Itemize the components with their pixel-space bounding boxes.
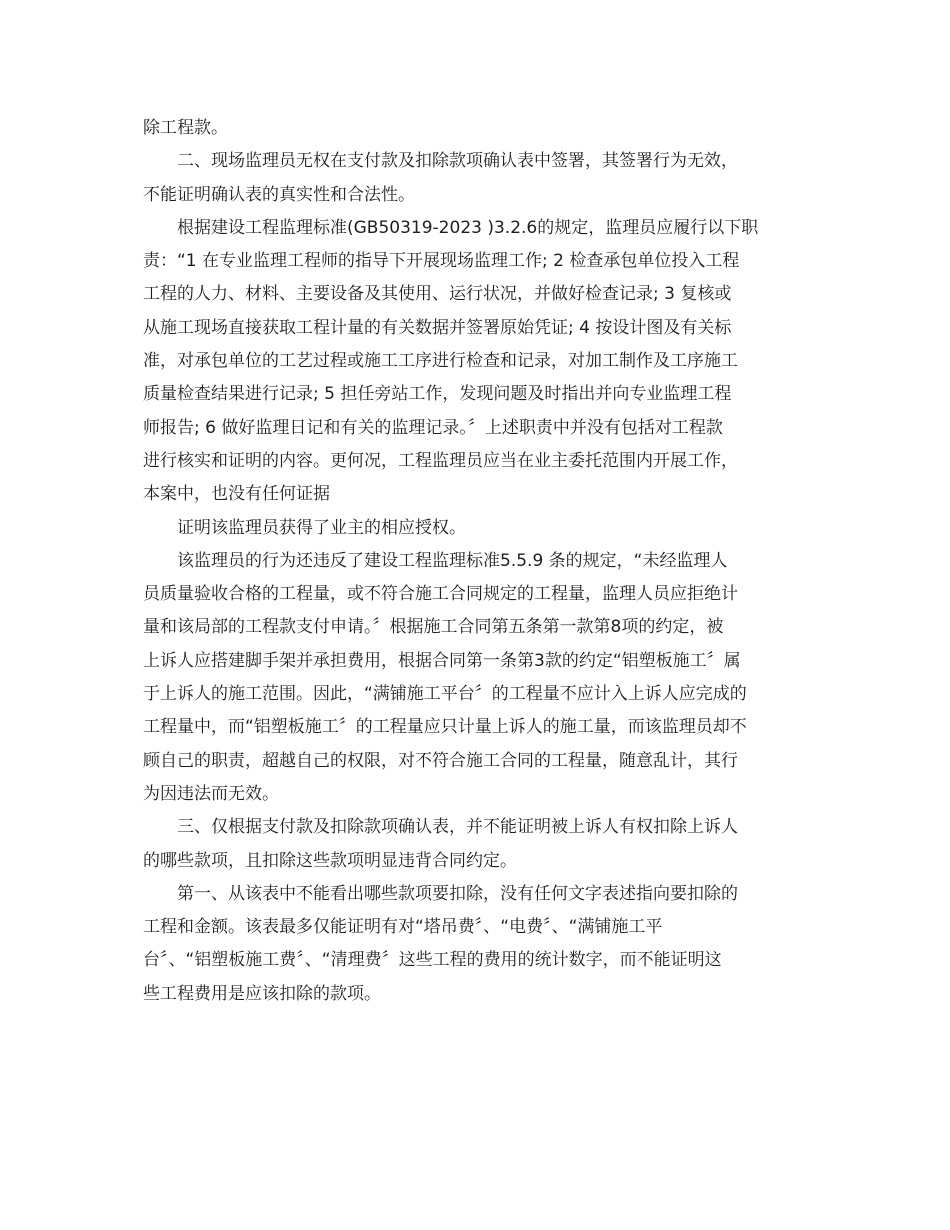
paragraph-authorization [143,512,805,545]
text-line: 二、现场监理员无权在支付款及扣除款项确认表中签署，其签署行为无效， [177,151,738,172]
paragraph-point-three [143,811,805,878]
text-line: 证明该监理员获得了业主的相应授权。 [177,517,466,538]
text-line: 本案中，也没有任何证据 [143,484,330,505]
text-line: 三、仅根据支付款及扣除款项确认表，并不能证明被上诉人有权扣除上诉人 [177,817,738,838]
text-line: 根据建设工程监理标准(GB50319-2023 )3.2.6的规定，监理员应履行以下职 [177,217,759,238]
text-line: 顾自己的职责，超越自己的权限，对不符合施工合同的工程量，随意乱计，其行 [143,750,738,771]
text-line: 台〞、“铝塑板施工费〞、“清理费〞这些工程的费用的统计数字，而不能证明这 [143,950,722,971]
text-line: 上诉人应搭建脚手架并承担费用，根据合同第一条第3款的约定“铝塑板施工〞属 [143,650,741,671]
text-line: 准，对承包单位的工艺过程或施工工序进行检查和记录，对加工制作及工序施工 [143,351,738,372]
text-line: 量和该局部的工程款支付申请。〞根据施工合同第五条第一款第8项的约定，被 [143,617,724,638]
text-line: 工程的人力、材料、主要设备及其使用、运行状况，并做好检查记录; 3 复核或 [143,284,732,305]
text-line: 质量检查结果进行记录; 5 担任旁站工作，发现问题及时指出并向专业监理工程 [143,384,732,405]
paragraph-first-reason [143,878,805,1011]
text-line: 些工程费用是应该扣除的款项。 [143,983,381,1004]
text-line: 于上诉人的施工范围。因此，“满铺施工平台〞的工程量不应计入上诉人应完成的 [143,684,747,705]
text-line: 进行核实和证明的内容。更何况，工程监理员应当在业主委托范围内开展工作， [143,450,738,471]
text-line: 从施工现场直接获取工程计量的有关数据并签署原始凭证; 4 按设计图及有关标 [143,317,732,338]
text-line: 的哪些款项，且扣除这些款项明显违背合同约定。 [143,850,517,871]
text-line: 员质量验收合格的工程量，或不符合施工合同规定的工程量，监理人员应拒绝计 [143,584,738,605]
text-line: 工程和金额。该表最多仅能证明有对“塔吊费〞、“电费〞、“满铺施工平 [143,917,663,938]
paragraph-fragment [143,112,805,145]
text-line: 师报告; 6 做好监理日记和有关的监理记录。〞上述职责中并没有包括对工程款 [143,417,723,438]
text-line: 除工程款。 [143,118,228,138]
paragraph-violation [143,545,805,811]
text-line: 为因违法而无效。 [143,783,279,804]
text-line: 该监理员的行为还违反了建设工程监理标准5.5.9 条的规定，“未经监理人 [177,550,728,571]
paragraph-duties [143,212,805,512]
document-body [143,112,805,1011]
text-line: 责：“1 在专业监理工程师的指导下开展现场监理工作; 2 检查承包单位投入工程 [143,251,740,272]
paragraph-point-two [143,145,805,212]
text-line: 不能证明确认表的真实性和合法性。 [143,184,415,205]
text-line: 第一、从该表中不能看出哪些款项要扣除，没有任何文字表述指向要扣除的 [177,883,738,904]
text-line: 工程量中，而“铝塑板施工〞的工程量应只计量上诉人的施工量，而该监理员却不 [143,717,747,738]
